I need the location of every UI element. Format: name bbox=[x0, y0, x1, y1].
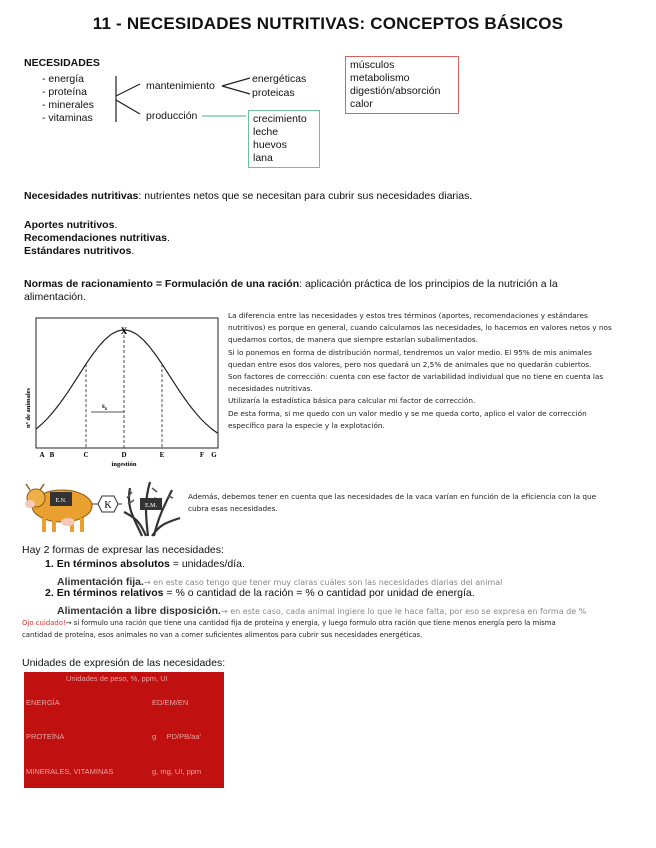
note-line: nutritivos) es porque en general, cuando calculamos las necesidades, lo hacemos en valores netos y nos bbox=[228, 323, 612, 333]
red-box-item: calor bbox=[350, 98, 373, 110]
forms-intro: Hay 2 formas de expresar las necesidades: bbox=[22, 544, 224, 556]
cow-label: E.N. bbox=[55, 498, 67, 504]
energetic-label: energéticas bbox=[252, 73, 307, 85]
chart-sx-label bbox=[102, 402, 108, 412]
note-line: quedan entre esos dos valores, pero nos quedará un 2,5% de animales que no quedarán cubiertos. bbox=[228, 359, 592, 369]
units-table-header: Unidades de peso, %, ppm, UI bbox=[66, 674, 168, 683]
maintenance-label: mantenimiento bbox=[146, 80, 215, 92]
free-feeding-note: → en este caso, cada animal ingiere lo que le hace falta, por eso se expresa en forma de % bbox=[220, 607, 587, 616]
page-title: 11 - NECESIDADES NUTRITIVAS: CONCEPTOS BÁSICOS bbox=[92, 14, 564, 33]
chart-peak-label: X bbox=[120, 326, 128, 336]
caution-label: Ojo cuidado! bbox=[22, 619, 66, 627]
caution-note bbox=[22, 617, 634, 641]
normas-definition bbox=[24, 278, 636, 304]
green-box-item: crecimiento bbox=[253, 113, 307, 125]
chart-x-tick: F bbox=[199, 451, 205, 459]
red-box-item: metabolismo bbox=[350, 72, 410, 84]
note-line: Son factores de corrección: cuenta con ese factor de variabilidad individual que no tiene en cuenta las bbox=[228, 372, 604, 382]
form-relative bbox=[45, 587, 475, 600]
note-line: Utilizaría la estadística básica para calcular mi factor de corrección. bbox=[228, 396, 476, 406]
term-aportes: Aportes nutritivos bbox=[24, 219, 115, 231]
chart-sx-sub: x bbox=[104, 407, 108, 412]
illustration-note-line: Además, debemos tener en cuenta que las necesidades de la vaca varían en función de la eficiencia con la que bbox=[188, 492, 597, 501]
red-box-item: músculos bbox=[350, 59, 395, 71]
chart-xlabel: ingestión bbox=[111, 461, 137, 468]
term-recomendaciones: Recomendaciones nutritivas bbox=[24, 232, 167, 244]
chart-x-tick: D bbox=[121, 451, 127, 459]
green-box-list bbox=[248, 110, 320, 168]
needs-item: - proteína bbox=[42, 86, 87, 98]
note-line: necesidades nutritivas. bbox=[228, 384, 313, 394]
chart-frame bbox=[36, 318, 218, 448]
term-dot: . bbox=[131, 245, 135, 257]
proteic-label: proteicas bbox=[252, 87, 295, 99]
form-absolute-term: En términos absolutos bbox=[56, 558, 170, 570]
chart-x-tick: B bbox=[49, 451, 55, 459]
units-row-unit: g, mg, UI, ppm bbox=[152, 767, 202, 776]
cow-icon bbox=[25, 484, 92, 532]
form-absolute-text: = unidades/día. bbox=[169, 558, 245, 570]
chart-x-tick: C bbox=[83, 451, 89, 459]
note-line: quedamos cortos, de manera que siempre estarían subalimentados. bbox=[228, 335, 478, 345]
caution-text-2: cantidad de proteína, esos animales no van a comer suficientes alimentos para cubrir sus necesidades energéticas. bbox=[22, 631, 423, 640]
needs-item: - energía bbox=[42, 73, 85, 85]
green-box-item: huevos bbox=[253, 139, 287, 151]
form-relative-text: = % o cantidad de la ración = % o cantidad por unidad de energía. bbox=[163, 587, 475, 599]
form-number: 1. bbox=[45, 558, 54, 570]
needs-item: - minerales bbox=[42, 99, 94, 111]
chart-ylabel: nº de animales bbox=[25, 387, 32, 429]
note-line: La diferencia entre las necesidades y estos tres términos (aportes, recomendaciones y estándares bbox=[228, 311, 588, 320]
fixed-feeding-note: → en este caso tengo que tener muy claras cuáles son las necesidades diarias del animal bbox=[143, 578, 503, 587]
red-box-item: digestión/absorción bbox=[350, 85, 441, 97]
terms-list bbox=[24, 219, 170, 258]
chart-x-tick: E bbox=[159, 451, 165, 459]
needs-heading: NECESIDADES bbox=[24, 57, 100, 69]
green-box-item: lana bbox=[253, 152, 273, 164]
normas-term: Normas de racionamiento = Formulación de una ración bbox=[24, 278, 300, 290]
plant-label: E.M. bbox=[145, 503, 157, 509]
chart-x-tick: G bbox=[211, 451, 217, 459]
plant-icon bbox=[124, 482, 180, 536]
units-heading: Unidades de expresión de las necesidades: bbox=[22, 657, 226, 669]
k-label: K bbox=[104, 500, 112, 511]
chart-x-tick: A bbox=[39, 451, 45, 459]
units-table bbox=[24, 672, 224, 788]
red-box-list bbox=[345, 56, 459, 114]
normas-text: : aplicación práctica de los principios de la nutrición a la bbox=[299, 278, 558, 290]
note-line: específico para la especie y la explotación. bbox=[228, 420, 385, 430]
units-row-name: ENERGÍA bbox=[26, 698, 60, 707]
cow-plant-illustration bbox=[22, 478, 186, 540]
needs-text: : nutrientes netos que se necesitan para cubrir sus necesidades diarias. bbox=[138, 190, 473, 202]
note-line: De esta forma, si me quedo con un valor medio y se me queda corto, aplico el valor de corrección bbox=[228, 408, 587, 418]
fixed-feeding-label: Alimentación fija. bbox=[57, 576, 144, 588]
form-relative-term: En términos relativos bbox=[56, 587, 164, 599]
normal-distribution-chart bbox=[20, 308, 226, 474]
green-box-item: leche bbox=[253, 126, 279, 138]
chart-sx-main: s bbox=[102, 402, 105, 410]
free-feeding-label: Alimentación a libre disposición. bbox=[57, 605, 221, 617]
units-row-unit: g PD/PB/aa' bbox=[152, 732, 201, 741]
term-dot: . bbox=[166, 232, 170, 244]
normas-text-2: alimentación. bbox=[24, 291, 86, 303]
k-hexagon-icon bbox=[98, 496, 118, 512]
needs-definition bbox=[24, 190, 472, 203]
note-line: Si lo ponemos en forma de distribución normal, tendremos un valor medio. El 95% de mis animales bbox=[228, 347, 592, 357]
production-label: producción bbox=[146, 110, 198, 122]
units-row-name: MINERALES, VITAMINAS bbox=[26, 767, 114, 776]
needs-list bbox=[42, 73, 94, 125]
needs-term: Necesidades nutritivas bbox=[24, 190, 139, 202]
chart-curve bbox=[36, 330, 218, 433]
term-dot: . bbox=[114, 219, 118, 231]
chart-notes bbox=[228, 310, 638, 432]
caution-text: → si formulo una ración que tiene una cantidad fija de proteína y energía, y luego formulo otra ración que tiene menos energía pero la misma bbox=[65, 619, 556, 627]
needs-item: - vitaminas bbox=[42, 112, 93, 124]
units-row-unit: ED/EM/EN bbox=[152, 698, 189, 707]
term-estandares: Estándares nutritivos bbox=[24, 245, 132, 257]
form-number: 2. bbox=[45, 587, 54, 599]
units-row-name: PROTEÍNA bbox=[26, 732, 65, 741]
illustration-note bbox=[188, 491, 628, 515]
illustration-note-line: cubra esas necesidades. bbox=[188, 504, 278, 514]
form-absolute bbox=[45, 558, 245, 571]
